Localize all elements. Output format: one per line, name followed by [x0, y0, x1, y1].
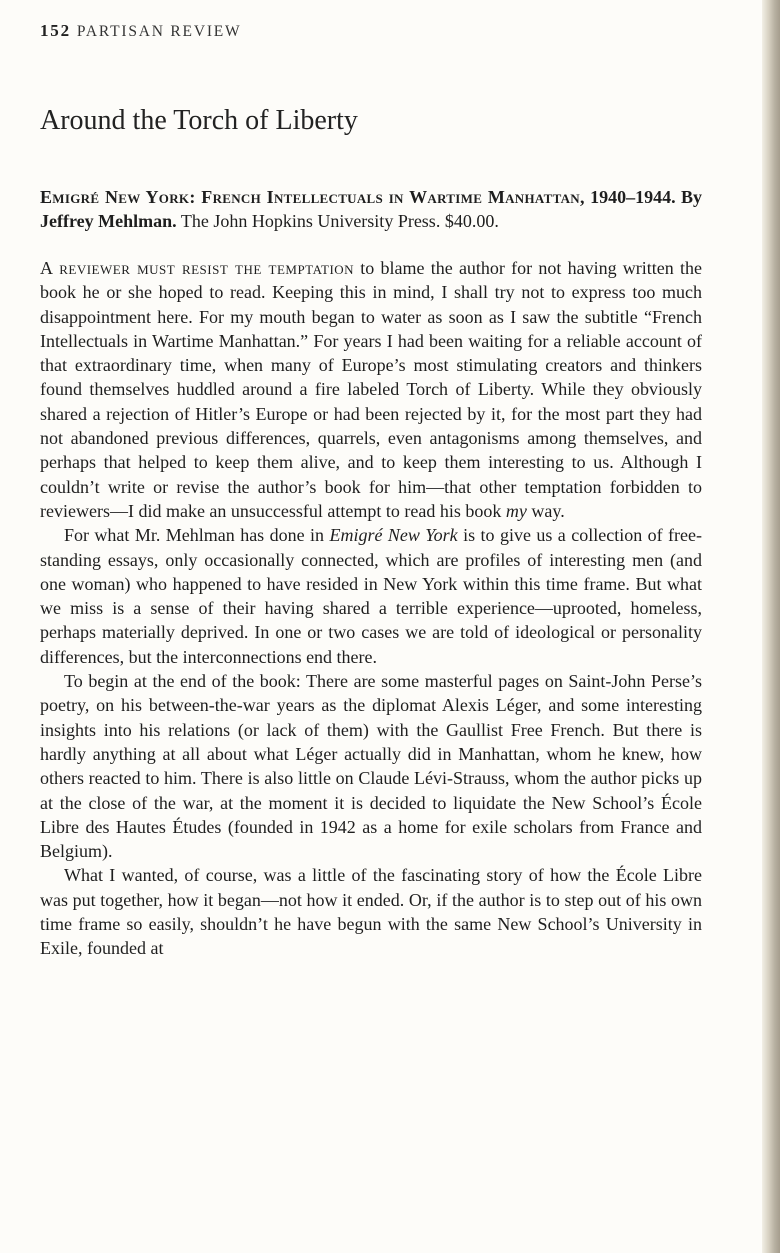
book-citation: [40, 185, 702, 233]
paragraph-text: to blame the author for not having written the book he or she hoped to read. Keeping this in mind, I shall try not to express too much disappointment here. For my mouth began to water as soon as I saw the subtitle “French Intellectuals in Wartime Manhattan.” For years I had been waiting for a reliable account of that extraordinary time, when many of Europe’s most stimulating creators and thinkers found themselves huddled around a fire labeled Torch of Liberty. While they obviously shared a rejection of Hitler’s Europe or had been rejected by it, for the most part they had not abandoned previous differences, quarrels, even antagonisms among themselves, and perhaps that helped to keep them alive, and to keep them interesting to us. Although I couldn’t write or revise the author’s book for him—that other temptation forbidden to reviewers—I did make an unsuccessful attempt to read his book: [40, 258, 702, 521]
lead-in: A reviewer must resist the temptation: [40, 258, 355, 278]
paragraph-text: For what Mr. Mehlman has done in: [64, 525, 330, 546]
book-author: By Jeffrey Mehlman.: [40, 187, 703, 231]
page-number: 152: [40, 21, 71, 40]
paragraph-text: is to give us a collection of free-standing essays, only occasionally connected, which are profiles of interesting men (and one woman) who happened to have resided in New York within this time frame. But what we miss is a sense of their having shared a terrible experience—uprooted, homeless, perhaps materially deprived. In one or two cases we are told of ideological or personality differences, but the interconnections end there.: [40, 525, 703, 667]
review-paragraph-1: [40, 256, 702, 523]
book-title: Emigré New York: French Intellectuals in Wartime Manhattan,: [40, 187, 585, 207]
book-publisher: The John Hopkins University Press.: [180, 211, 441, 231]
page-edge-shadow: [762, 0, 780, 1253]
running-head: [40, 18, 702, 45]
book-price: $40.00.: [444, 211, 499, 231]
article-title: Around the Torch of Liberty: [40, 105, 358, 136]
review-paragraph-3: To begin at the end of the book: There are some masterful pages on Saint-John Perse’s poetry, on his between-the-war years as the diplomat Alexis Léger, and some interesting insights into his relations (or lack of them) with the Gaullist Free French. But there is hardly anything at all about what Léger actually did in Manhattan, whom he knew, how others reacted to him. There is also little on Claude Lévi-Strauss, whom the author picks up at the close of the war, at the moment it is decided to liquidate the New School’s École Libre des Hautes Études (founded in 1942 as a home for exile scholars from France and Belgium).: [40, 671, 702, 862]
emphasis: my: [505, 500, 527, 521]
book-dates: 1940–1944.: [590, 187, 676, 207]
review-paragraph-2: [40, 523, 702, 669]
page: [40, 18, 702, 961]
review-paragraph-4: What I wanted, of course, was a little of the fascinating story of how the École Libre was put together, how it began—not how it ended. Or, if the author is to step out of his own time frame so easily, shouldn’t he have begun with the same New School’s University in Exile, founded at: [40, 865, 702, 959]
book-title-italic: Emigré New York: [329, 525, 458, 546]
journal-name: PARTISAN REVIEW: [76, 23, 242, 40]
paragraph-text: way.: [526, 500, 565, 521]
review-body: [40, 256, 702, 961]
